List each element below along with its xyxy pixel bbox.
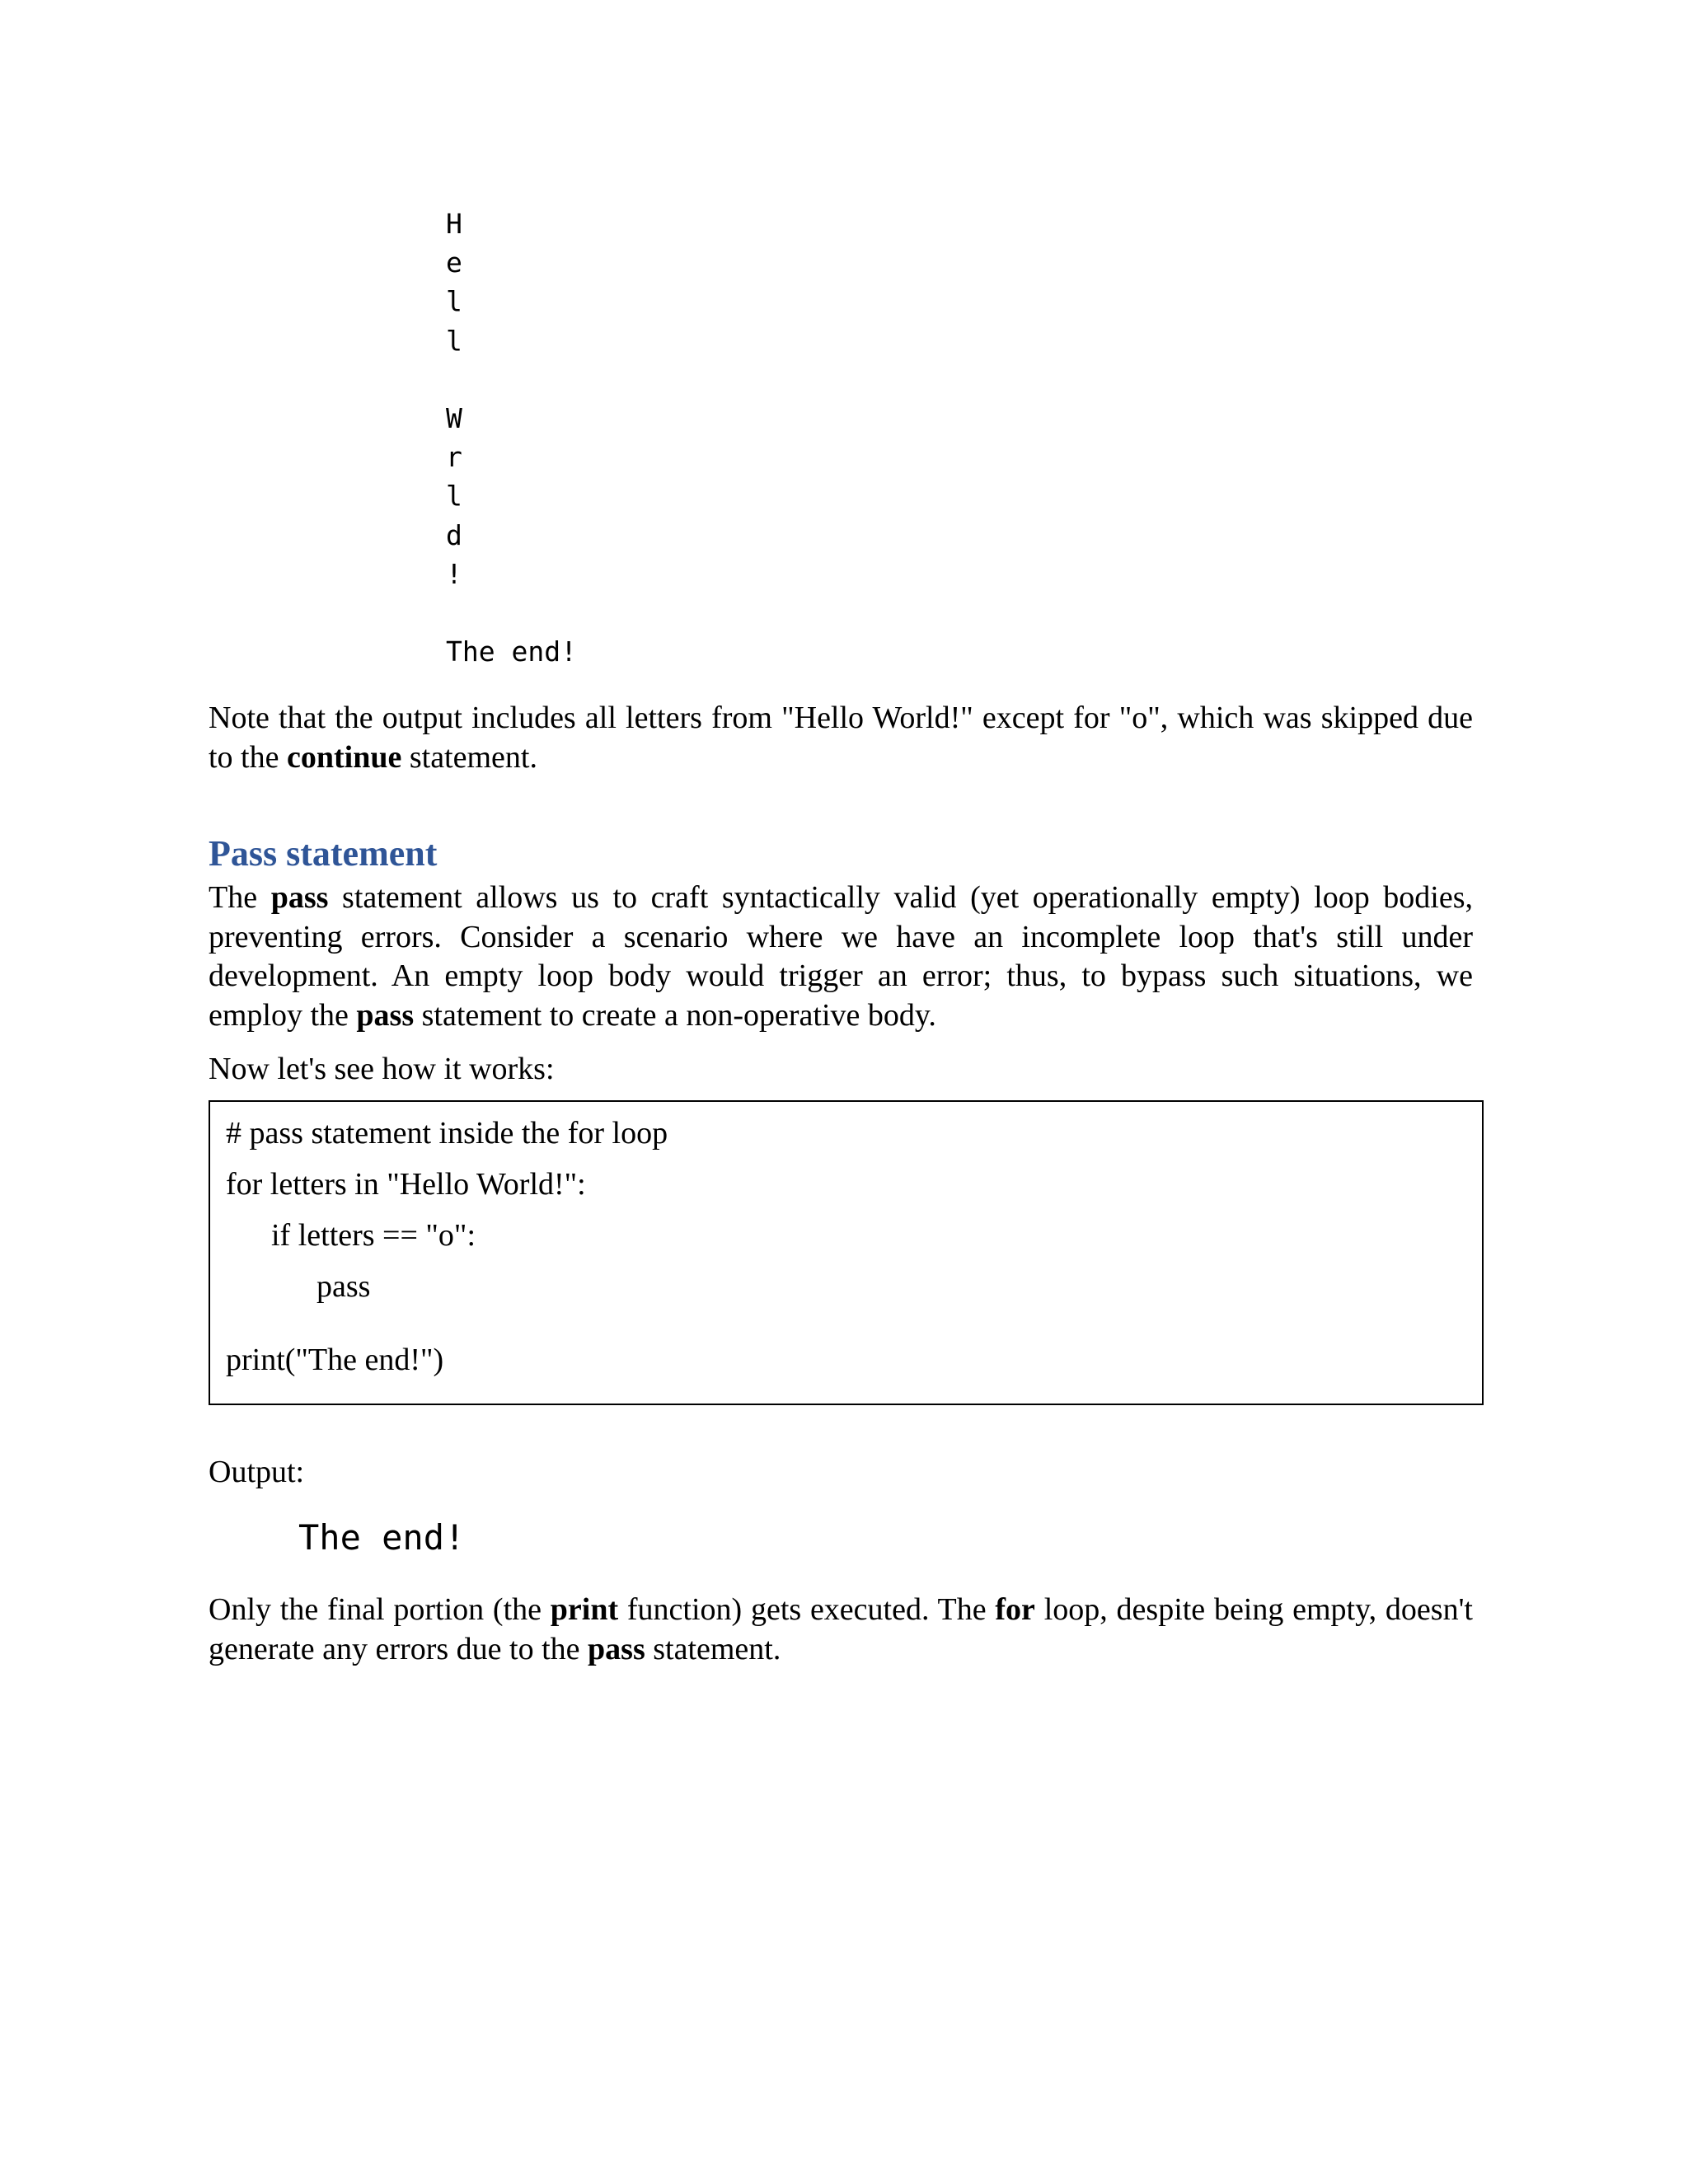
code-example-box xyxy=(209,1100,1484,1405)
output-line: ! xyxy=(446,557,462,590)
code-line: pass xyxy=(316,1269,371,1304)
intro-text: statement allows us to craft syntactically valid (yet operationally empty) loop bodies, preventing errors. Consider a scenario where we have an incomplete loop that's still under development. An empty loop body would trigger an error; thus, to bypass such situations, we employ the xyxy=(209,880,1474,1033)
output-label: Output: xyxy=(209,1455,305,1489)
note-text: Note that the output includes all letters from "Hello World!" except for "o", which was skipped due to the xyxy=(209,701,1473,775)
output-line: r xyxy=(446,441,462,474)
for-keyword: for xyxy=(995,1592,1035,1627)
code-line: print("The end!") xyxy=(226,1343,444,1377)
output-line: l xyxy=(446,324,462,357)
closing-paragraph xyxy=(209,1591,1473,1669)
pass-keyword: pass xyxy=(588,1631,645,1666)
intro-text: statement to create a non-operative body. xyxy=(414,997,936,1033)
output-line: W xyxy=(446,401,462,434)
lead-in-text: Now let's see how it works: xyxy=(209,1052,555,1086)
output-line xyxy=(446,593,577,632)
intro-text: The xyxy=(209,880,271,915)
closing-text: Only the final portion (the xyxy=(209,1592,551,1627)
print-keyword: print xyxy=(550,1592,619,1627)
output-line: l xyxy=(446,285,462,318)
output-line: H xyxy=(446,208,462,240)
closing-text: statement. xyxy=(645,1631,781,1666)
output-line: e xyxy=(446,246,462,279)
continue-keyword: continue xyxy=(286,739,402,775)
output-result: The end! xyxy=(298,1517,466,1558)
closing-text: function) gets executed. The xyxy=(618,1592,996,1627)
intro-paragraph xyxy=(209,879,1473,1035)
code-line: # pass statement inside the for loop xyxy=(226,1116,668,1151)
closing-text: loop, despite being empty, doesn't generate any errors due to the xyxy=(209,1592,1473,1666)
pass-keyword: pass xyxy=(356,997,415,1033)
note-paragraph xyxy=(209,699,1473,777)
output-line: l xyxy=(446,480,462,513)
output-line: d xyxy=(446,518,462,551)
note-text-end: statement. xyxy=(401,739,537,775)
code-line: for letters in "Hello World!": xyxy=(226,1167,586,1202)
output-line: The end! xyxy=(446,635,577,668)
output-line xyxy=(446,360,577,399)
code-line: if letters == "o": xyxy=(271,1218,476,1253)
section-heading: Pass statement xyxy=(209,833,438,874)
pass-keyword: pass xyxy=(270,880,329,915)
previous-output-block xyxy=(446,204,577,671)
